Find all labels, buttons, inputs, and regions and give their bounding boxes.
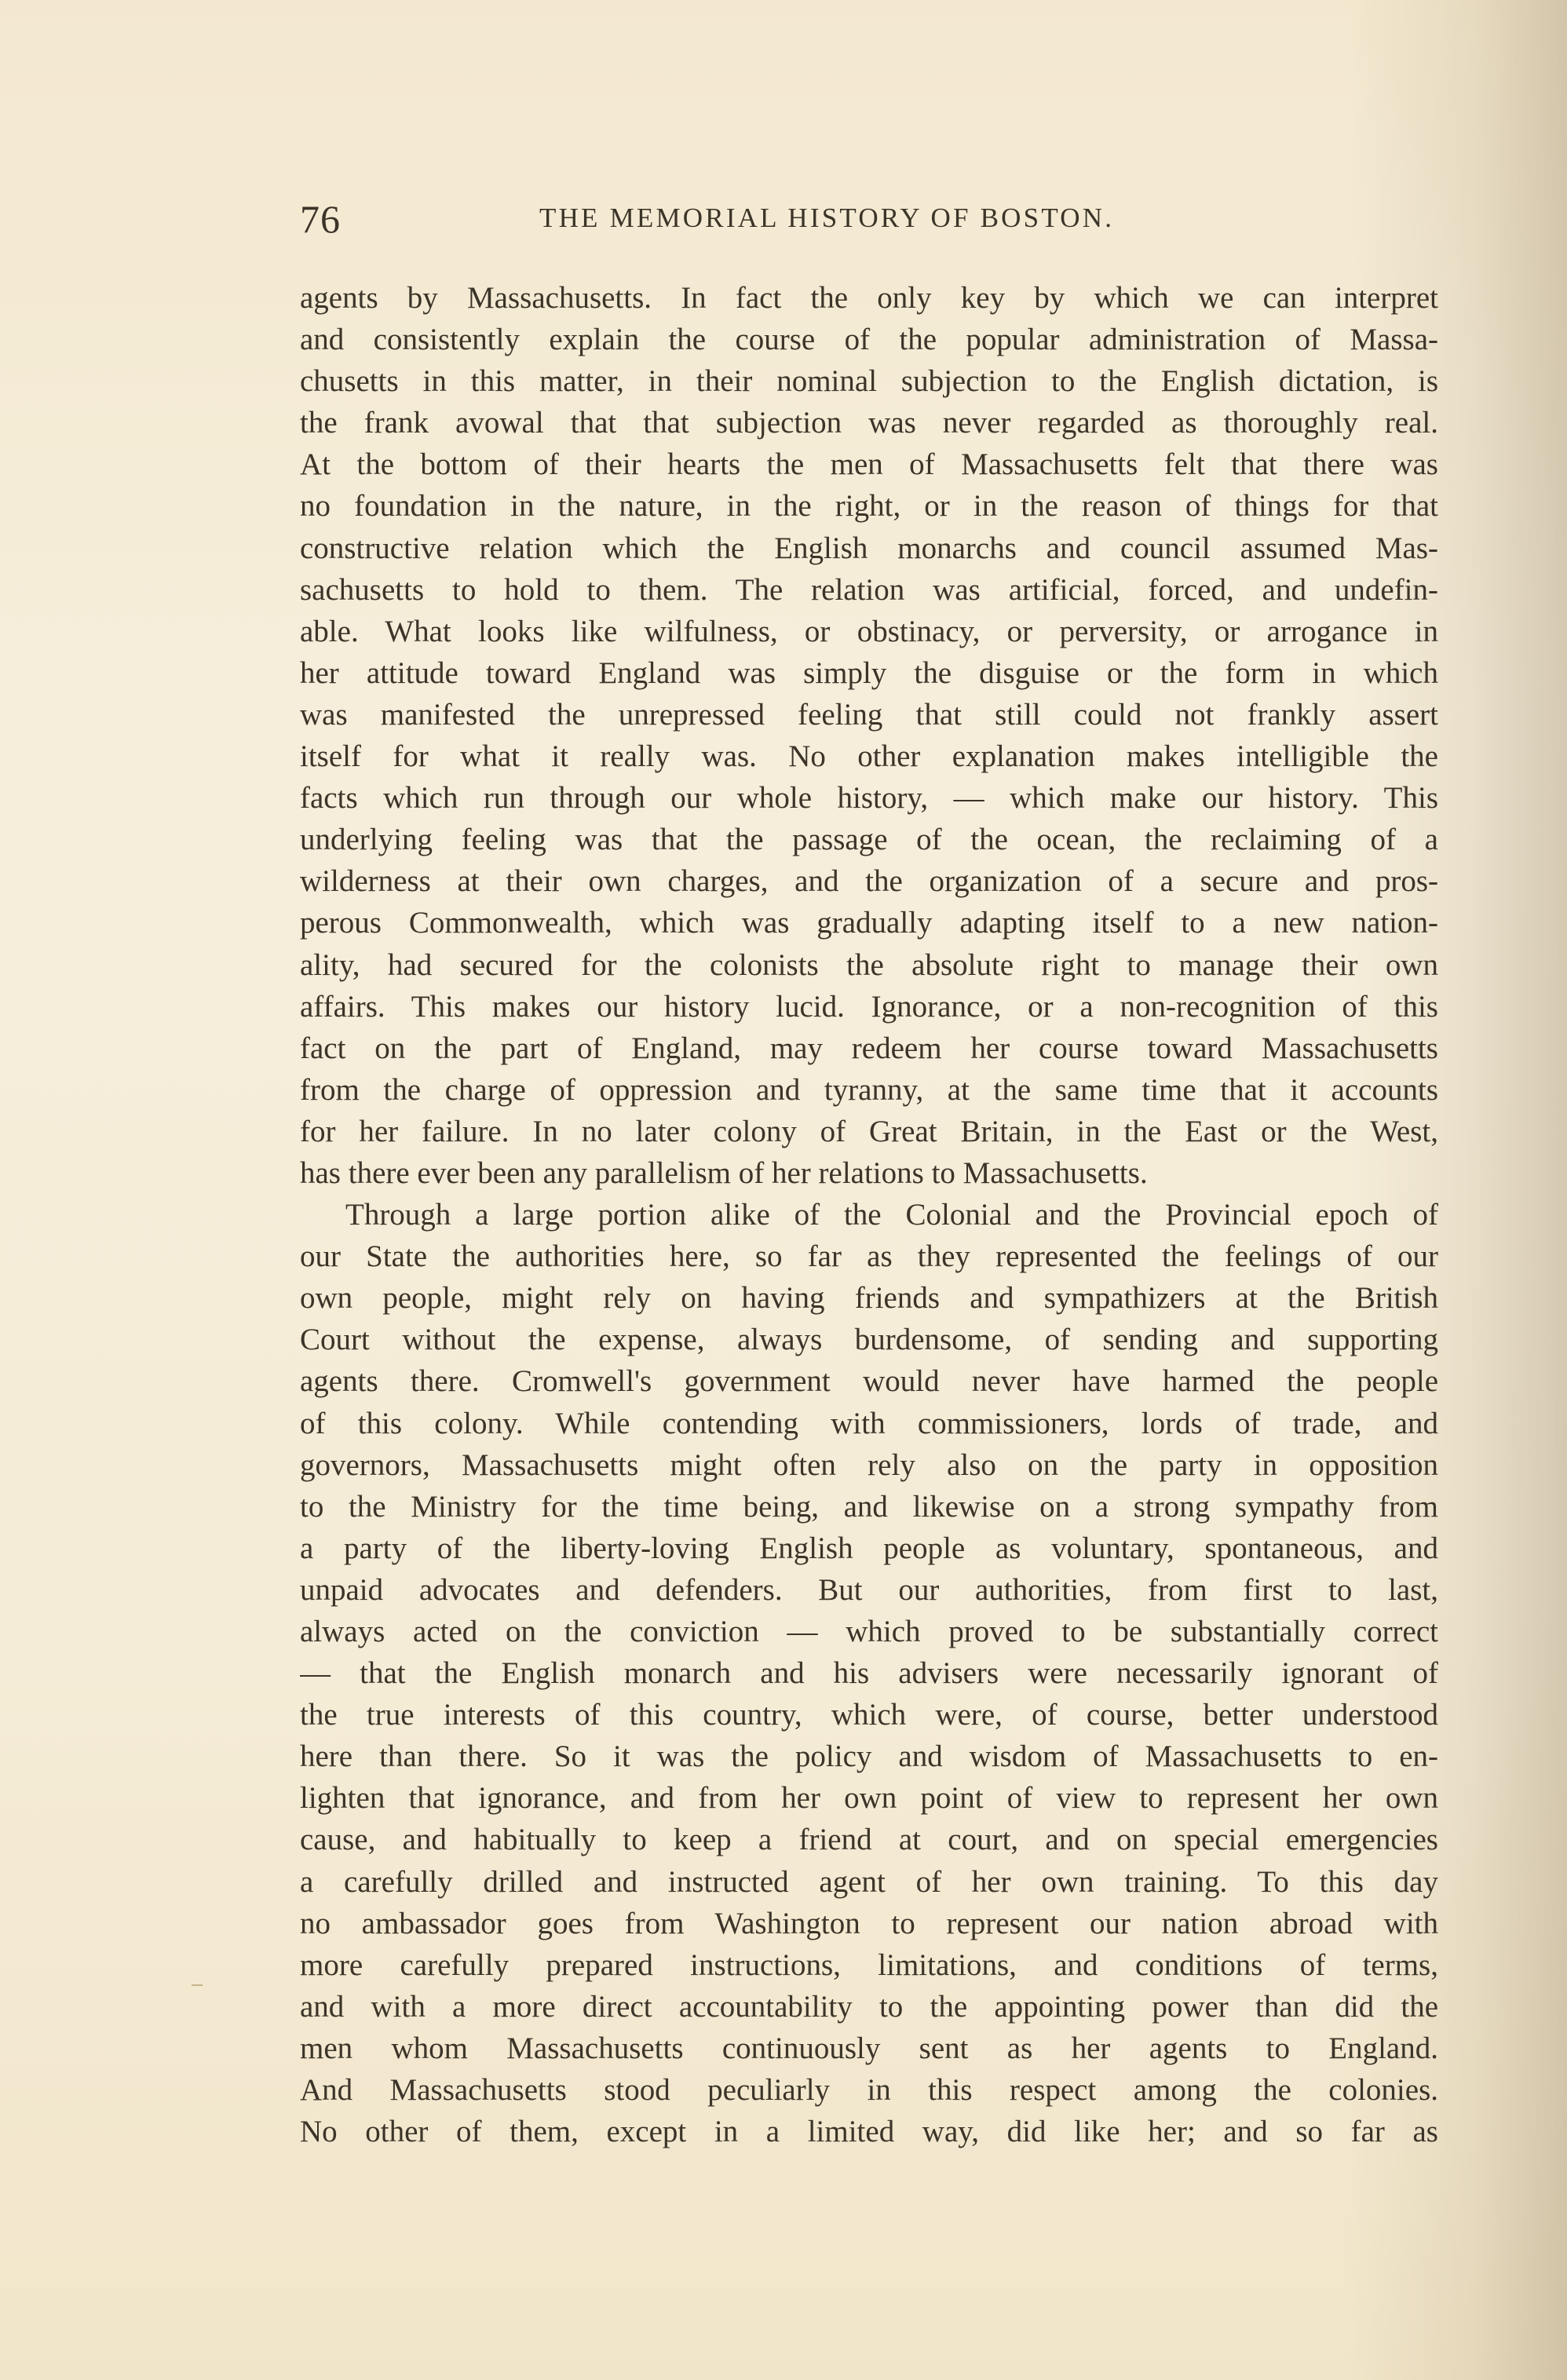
text-line: perous Commonwealth, which was gradually adapting itself to a new nation- [300, 906, 1438, 940]
text-line: no foundation in the nature, in the right, or in the reason of things for that [300, 489, 1438, 524]
text-line: and consistently explain the course of the popular administration of Massa- [300, 323, 1438, 357]
text-line: underlying feeling was that the passage of the ocean, the reclaiming of a [300, 823, 1438, 857]
text-line: Court without the expense, always burdensome, of sending and supporting [300, 1323, 1438, 1357]
running-head: THE MEMORIAL HISTORY OF BOSTON. [539, 203, 1115, 233]
text-line: agents there. Cromwell's government would never have harmed the people [300, 1364, 1438, 1399]
text-line: fact on the part of England, may redeem her course toward Massachusetts [300, 1031, 1438, 1065]
text-line: the true interests of this country, which were, of course, better understood [300, 1698, 1438, 1732]
text-line: lighten that ignorance, and from her own point of view to represent her own [300, 1781, 1438, 1816]
text-line: — that the English monarch and his advisers were necessarily ignorant of [300, 1656, 1438, 1691]
text-line: our State the authorities here, so far as they represented the feelings of our [300, 1239, 1438, 1274]
text-line: a carefully drilled and instructed agent of her own training. To this day [300, 1864, 1438, 1899]
text-line: her attitude toward England was simply the disguise or the form in which [300, 655, 1438, 690]
text-line: Through a large portion alike of the Colonial and the Provincial epoch of [345, 1198, 1438, 1232]
text-line: a party of the liberty-loving English people as voluntary, spontaneous, and [300, 1531, 1438, 1565]
text-line: men whom Massachusetts continuously sent as her agents to England. [300, 2031, 1438, 2065]
text-line: was manifested the unrepressed feeling that still could not frankly assert [300, 697, 1438, 732]
text-line: governors, Massachusetts might often rely also on the party in opposition [300, 1447, 1438, 1482]
text-line: has there ever been any parallelism of her relations to Massachusetts. [300, 1155, 1148, 1190]
text-line: No other of them, except in a limited way, did like her; and so far as [300, 2115, 1438, 2149]
text-line: At the bottom of their hearts the men of Massachusetts felt that there was [300, 447, 1438, 482]
text-line: agents by Massachusetts. In fact the only key by which we can interpret [300, 281, 1438, 315]
text-line: affairs. This makes our history lucid. Ignorance, or a non-recognition of this [300, 989, 1438, 1024]
text-line: constructive relation which the English monarchs and council assumed Mas- [300, 531, 1438, 565]
text-line: chusetts in this matter, in their nominal subjection to the English dictation, is [300, 364, 1438, 399]
text-line: the frank avowal that that subjection was never regarded as thoroughly real. [300, 406, 1438, 440]
text-line: facts which run through our whole history, — which make our history. This [300, 781, 1438, 816]
text-line: more carefully prepared instructions, limitations, and conditions of terms, [300, 1947, 1438, 1982]
text-line: sachusetts to hold to them. The relation was artificial, forced, and undefin- [300, 572, 1438, 607]
text-line: to the Ministry for the time being, and likewise on a strong sympathy from [300, 1489, 1438, 1524]
text-line: here than there. So it was the policy and wisdom of Massachusetts to en- [300, 1739, 1438, 1774]
text-line: no ambassador goes from Washington to represent our nation abroad with [300, 1906, 1438, 1940]
text-line: always acted on the conviction — which proved to be substantially correct [300, 1615, 1438, 1648]
text-line: from the charge of oppression and tyranny, at the same time that it accounts [300, 1072, 1438, 1107]
text-line: itself for what it really was. No other explanation makes intelligible the [300, 739, 1438, 774]
margin-mark [192, 1984, 203, 1986]
text-line: own people, might rely on having friends and sympathizers at the British [300, 1281, 1438, 1316]
page-header [300, 196, 1438, 251]
text-line: cause, and habitually to keep a friend at court, and on special emergencies [300, 1823, 1438, 1857]
body-text [300, 277, 1438, 2152]
text-line: unpaid advocates and defenders. But our authorities, from first to last, [300, 1572, 1438, 1607]
text-line: of this colony. While contending with commissioners, lords of trade, and [300, 1406, 1438, 1440]
text-line: for her failure. In no later colony of Great Britain, in the East or the West, [300, 1114, 1438, 1148]
text-line: able. What looks like wilfulness, or obstinacy, or perversity, or arrogance in [300, 614, 1438, 648]
text-line: and with a more direct accountability to the appointing power than did the [300, 1989, 1438, 2024]
text-line: ality, had secured for the colonists the absolute right to manage their own [300, 947, 1438, 982]
text-line: And Massachusetts stood peculiarly in this respect among the colonies. [300, 2073, 1438, 2108]
page-number: 76 [300, 197, 341, 241]
text-line: wilderness at their own charges, and the organization of a secure and pros- [300, 864, 1438, 899]
